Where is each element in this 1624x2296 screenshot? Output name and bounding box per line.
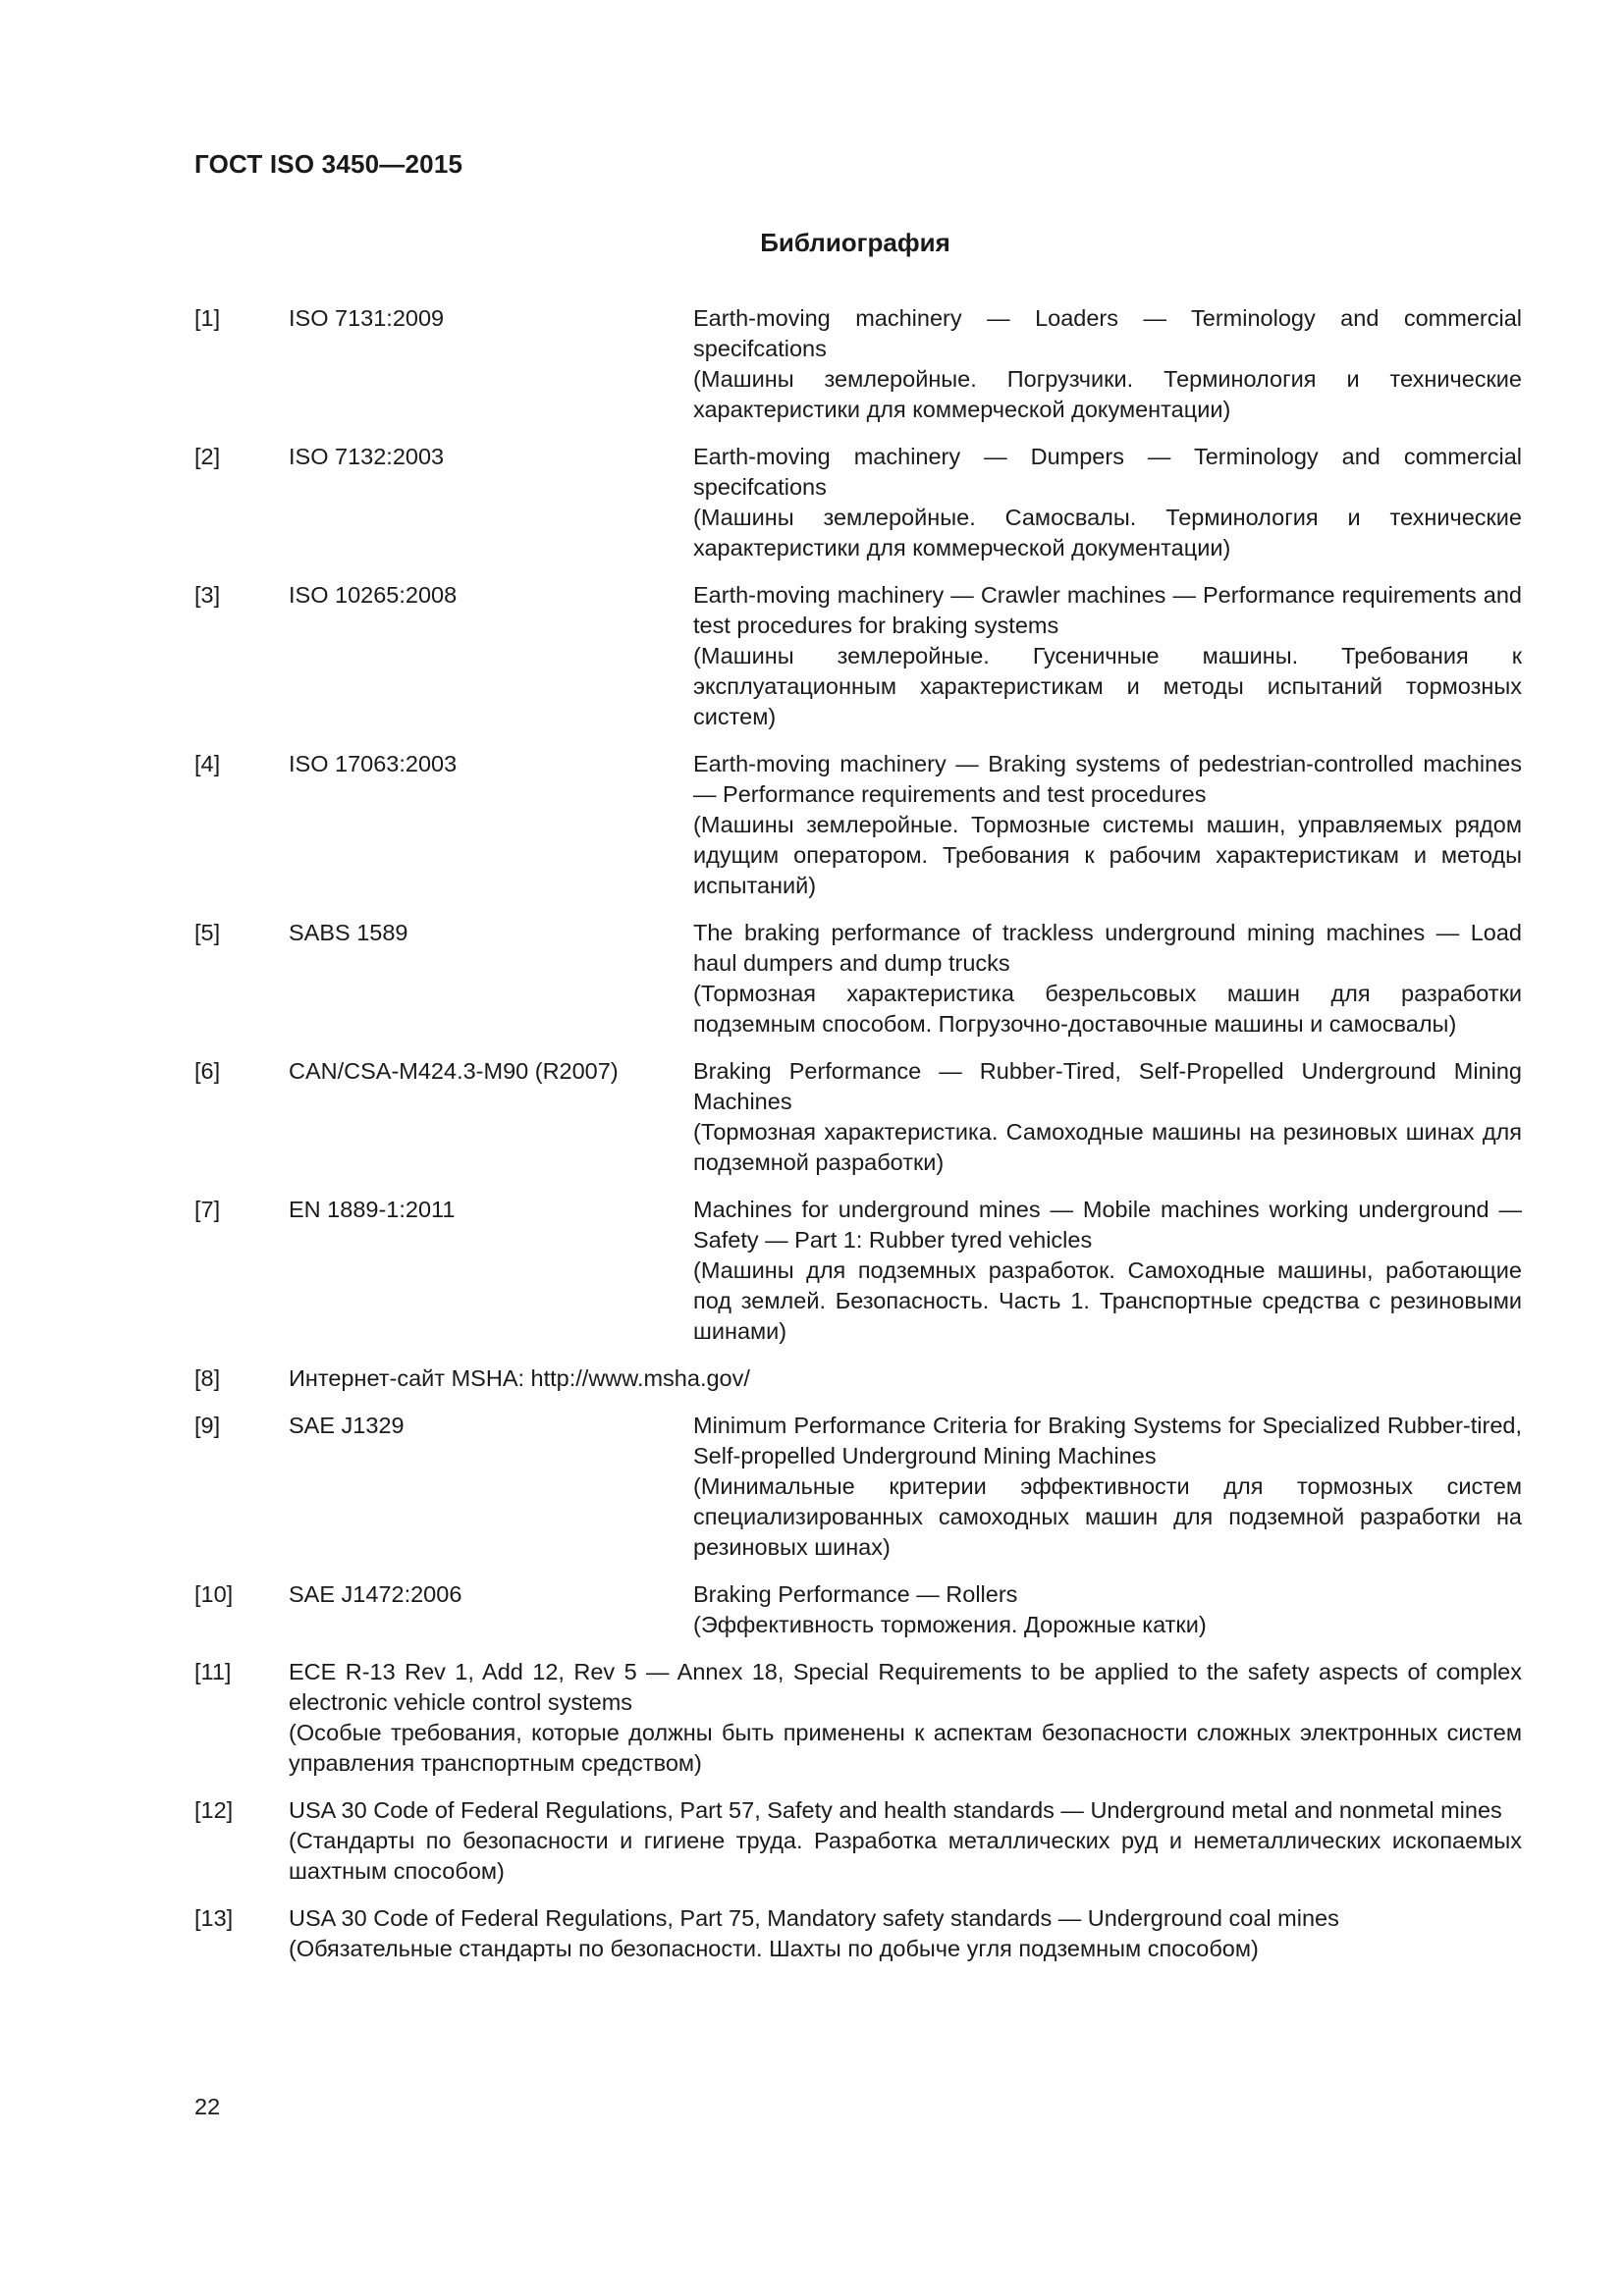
entry-code: CAN/CSA-M424.3-M90 (R2007) [289, 1058, 619, 1084]
section-title: Библиография [760, 228, 950, 257]
entry-title-en: Braking Performance — Rubber-Tired, Self-Propelled Underground Mining Machines [693, 1058, 1522, 1114]
entry-description [693, 1579, 1522, 1640]
entry-title-ru: (Машины землеройные. Тормозные системы машин, управляемых рядом идущим оператором. Требования к рабочим характеристикам и методы испытаний) [693, 812, 1522, 898]
document-header: ГОСТ ISO 3450—2015 [194, 149, 463, 179]
entry-code: ISO 7131:2009 [289, 305, 445, 331]
entry-number: [11] [194, 1659, 232, 1684]
entry-code: EN 1889-1:2011 [289, 1197, 456, 1222]
entry-number: [5] [194, 920, 221, 945]
entry-title-ru: (Особые требования, которые должны быть применены к аспектам безопасности сложных электронных систем управления транспортным средством) [289, 1720, 1522, 1776]
entry-code: ISO 7132:2003 [289, 444, 445, 469]
bibliography-entry [194, 580, 1522, 732]
entry-title-ru: (Тормозная характеристика безрельсовых машин для разработки подземным способом. Погрузочно-доставочные машины и самосвалы) [693, 981, 1522, 1037]
entry-code: ISO 17063:2003 [289, 751, 458, 776]
entry-title-ru: (Стандарты по безопасности и гигиене труда. Разработка металлических руд и неметаллических ископаемых шахтным способом) [289, 1828, 1522, 1884]
bibliography-entry [194, 1411, 1522, 1563]
entry-code: SABS 1589 [289, 920, 408, 945]
entry-title-en: USA 30 Code of Federal Regulations, Part 57, Safety and health standards — Underground metal and nonmetal mines [289, 1797, 1502, 1823]
bibliography-entry [194, 1363, 1522, 1394]
entry-description [289, 1903, 1522, 1964]
bibliography-entry [194, 749, 1522, 901]
entry-title-ru: (Машины землеройные. Самосвалы. Терминология и технические характеристики для коммерческой документации) [693, 505, 1522, 561]
bibliography-entry [194, 1657, 1522, 1779]
bibliography-entry [194, 1579, 1522, 1640]
entry-title-en: Machines for underground mines — Mobile machines working underground — Safety — Part 1: Rubber tyred vehicles [693, 1197, 1522, 1253]
entry-description [693, 1195, 1522, 1347]
bibliography-entry [194, 918, 1522, 1040]
entry-title-ru: (Машины землеройные. Гусеничные машины. Требования к эксплуатационным характеристикам и методы испытаний тормозных систем) [693, 643, 1522, 729]
entry-website: Интернет-сайт MSHA: http://www.msha.gov/ [289, 1365, 750, 1391]
entry-title-en: Earth-moving machinery — Crawler machines — Performance requirements and test procedures for braking systems [693, 582, 1522, 638]
bibliography-entry [194, 442, 1522, 563]
entry-title-en: ECE R-13 Rev 1, Add 12, Rev 5 — Annex 18, Special Requirements to be applied to the safety aspects of complex electronic vehicle control systems [289, 1659, 1522, 1715]
bibliography-entry [194, 303, 1522, 425]
entry-number: [1] [194, 305, 221, 331]
entry-number: [8] [194, 1365, 221, 1391]
entry-description [693, 580, 1522, 732]
entry-description [693, 1411, 1522, 1563]
entry-title-ru: (Минимальные критерии эффективности для тормозных систем специализированных самоходных машин для подземной разработки на резиновых шинах) [693, 1473, 1522, 1560]
entry-title-en: Minimum Performance Criteria for Braking Systems for Specialized Rubber-tired, Self-propelled Underground Mining Machines [693, 1413, 1522, 1468]
entry-description [289, 1657, 1522, 1779]
entry-number: [13] [194, 1905, 234, 1931]
entry-description [693, 442, 1522, 563]
entry-description [693, 918, 1522, 1040]
entry-number: [4] [194, 751, 221, 776]
entry-code: SAE J1472:2006 [289, 1581, 462, 1607]
entry-title-en: Earth-moving machinery — Dumpers — Terminology and commercial specifcations [693, 444, 1522, 500]
entry-number: [2] [194, 444, 221, 469]
bibliography-entry [194, 1795, 1522, 1887]
entry-title-ru: (Машины для подземных разработок. Самоходные машины, работающие под землей. Безопасность. Часть 1. Транспортные средства с резиновыми шинами) [693, 1257, 1522, 1344]
entry-title-ru: (Эффективность торможения. Дорожные катки) [693, 1612, 1207, 1637]
entry-title-en: USA 30 Code of Federal Regulations, Part 75, Mandatory safety standards — Underground coal mines [289, 1905, 1339, 1931]
entry-title-en: The braking performance of trackless underground mining machines — Load haul dumpers and dump trucks [693, 920, 1522, 976]
entry-title-ru: (Машины землеройные. Погрузчики. Терминология и технические характеристики для коммерческой документации) [693, 366, 1522, 422]
entry-number: [3] [194, 582, 221, 608]
entry-description [693, 749, 1522, 901]
entry-description [693, 303, 1522, 425]
entry-title-en: Earth-moving machinery — Loaders — Terminology and commercial specifcations [693, 305, 1522, 361]
entry-code: ISO 10265:2008 [289, 582, 458, 608]
entry-title-en: Earth-moving machinery — Braking systems of pedestrian-controlled machines — Performance requirements and test procedures [693, 751, 1522, 807]
entry-title-ru: (Тормозная характеристика. Самоходные машины на резиновых шинах для подземной разработки) [693, 1119, 1522, 1175]
bibliography-entry [194, 1056, 1522, 1178]
entry-code: SAE J1329 [289, 1413, 405, 1438]
entry-description [289, 1795, 1522, 1887]
entry-number: [12] [194, 1797, 234, 1823]
bibliography-entry [194, 1903, 1522, 1964]
entry-number: [7] [194, 1197, 221, 1222]
entry-number: [10] [194, 1581, 234, 1607]
entry-number: [9] [194, 1413, 221, 1438]
entry-title-en: Braking Performance — Rollers [693, 1581, 1018, 1607]
entry-number: [6] [194, 1058, 221, 1084]
bibliography-entry [194, 1195, 1522, 1347]
entry-title-ru: (Обязательные стандарты по безопасности. Шахты по добыче угля подземным способом) [289, 1936, 1259, 1961]
page-number: 22 [194, 2094, 221, 2119]
entry-description [693, 1056, 1522, 1178]
bibliography-list [194, 303, 1522, 1981]
